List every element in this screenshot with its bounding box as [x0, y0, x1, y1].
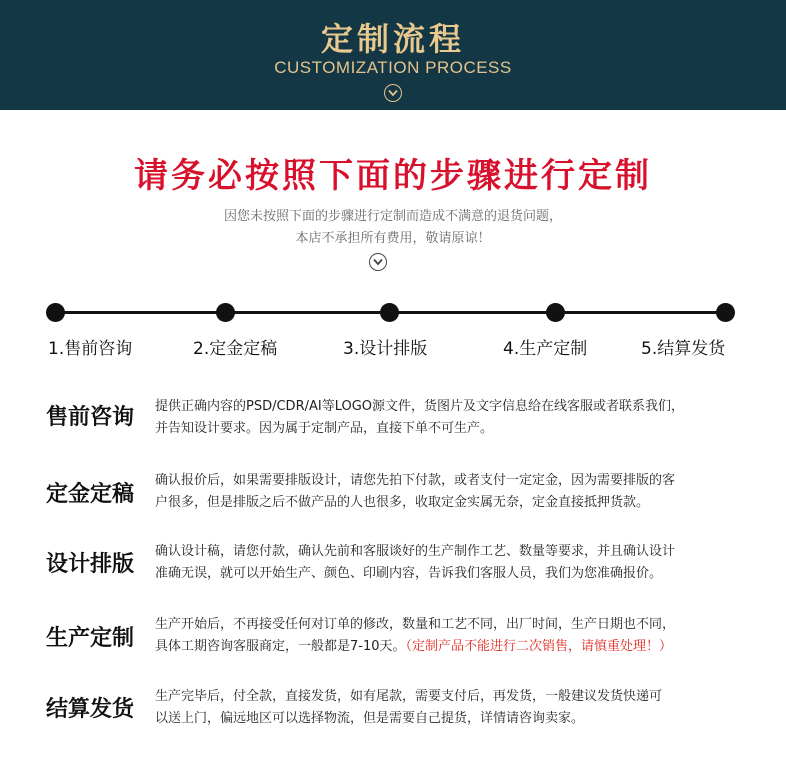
step-dot-1 [46, 303, 65, 322]
step-dot-2 [216, 303, 235, 322]
notice-line-1: 因您未按照下面的步骤进行定制而造成不满意的退货问题， [223, 209, 562, 224]
section-text-line: 确认设计稿，请您付款，确认先前和客服谈好的生产制作工艺、数量等要求，并且确认设计 [155, 544, 676, 559]
step-label-4: 4.生产定制 [503, 339, 588, 359]
header-banner [0, 0, 786, 110]
step-label-5: 5.结算发货 [641, 339, 726, 359]
section-title: 设计排版 [46, 552, 135, 577]
section-text-line [155, 636, 765, 658]
section-text-line: 提供正确内容的PSD/CDR/AI等LOGO源文件，货图片及文字信息给在线客服或者联系我们， [155, 399, 685, 414]
banner-subtitle: CUSTOMIZATION PROCESS [274, 58, 512, 77]
page-title: 请务必按照下面的步骤进行定制 [134, 156, 652, 196]
section-title: 生产定制 [46, 626, 135, 651]
section-text-line: 生产开始后，不再接受任何对订单的修改，数量和工艺不同，出厂时间，生产日期也不同， [155, 617, 676, 632]
banner-title: 定制流程 [320, 20, 465, 58]
section-text [155, 686, 765, 730]
section-title: 结算发货 [46, 697, 135, 722]
chevron-down-circle-icon [369, 253, 387, 271]
notice-line-2: 本店不承担所有费用，敬请原谅！ [295, 231, 491, 246]
section-text [155, 396, 765, 440]
chevron-down-circle-icon [384, 84, 402, 102]
step-label-1: 1.售前咨询 [48, 339, 133, 359]
step-dot-5 [716, 303, 735, 322]
section-text-line: 准确无误，就可以开始生产、颜色、印刷内容，告诉我们客服人员，我们为您准确报价。 [155, 566, 663, 581]
section-title: 定金定稿 [46, 482, 135, 507]
section-text-line: 户很多，但是排版之后不做产品的人也很多，收取定金实属无奈，定金直接抵押货款。 [155, 495, 650, 510]
section-text-line: 生产完毕后，付全款，直接发货，如有尾款，需要支付后，再发货，一般建议发货快递可 [155, 689, 663, 704]
section-text-line: 以送上门，偏远地区可以选择物流，但是需要自己提货，详情请咨询卖家。 [155, 711, 585, 726]
warning-text: （定制产品不能进行二次销售，请慎重处理！） [405, 639, 673, 654]
section-title: 售前咨询 [46, 405, 135, 430]
step-label-2: 2.定金定稿 [193, 339, 278, 359]
section-text-line: 确认报价后，如果需要排版设计，请您先拍下付款，或者支付一定定金，因为需要排版的客 [155, 473, 676, 488]
section-text-line: 并告知设计要求。因为属于定制产品，直接下单不可生产。 [155, 421, 494, 436]
section-text-segment: 具体工期咨询客服商定，一般都是7-10天。 [155, 639, 406, 654]
section-text [155, 470, 765, 514]
step-label-3: 3.设计排版 [343, 339, 428, 359]
step-dot-4 [546, 303, 565, 322]
step-dot-3 [380, 303, 399, 322]
section-text [155, 614, 765, 658]
section-text [155, 541, 765, 585]
